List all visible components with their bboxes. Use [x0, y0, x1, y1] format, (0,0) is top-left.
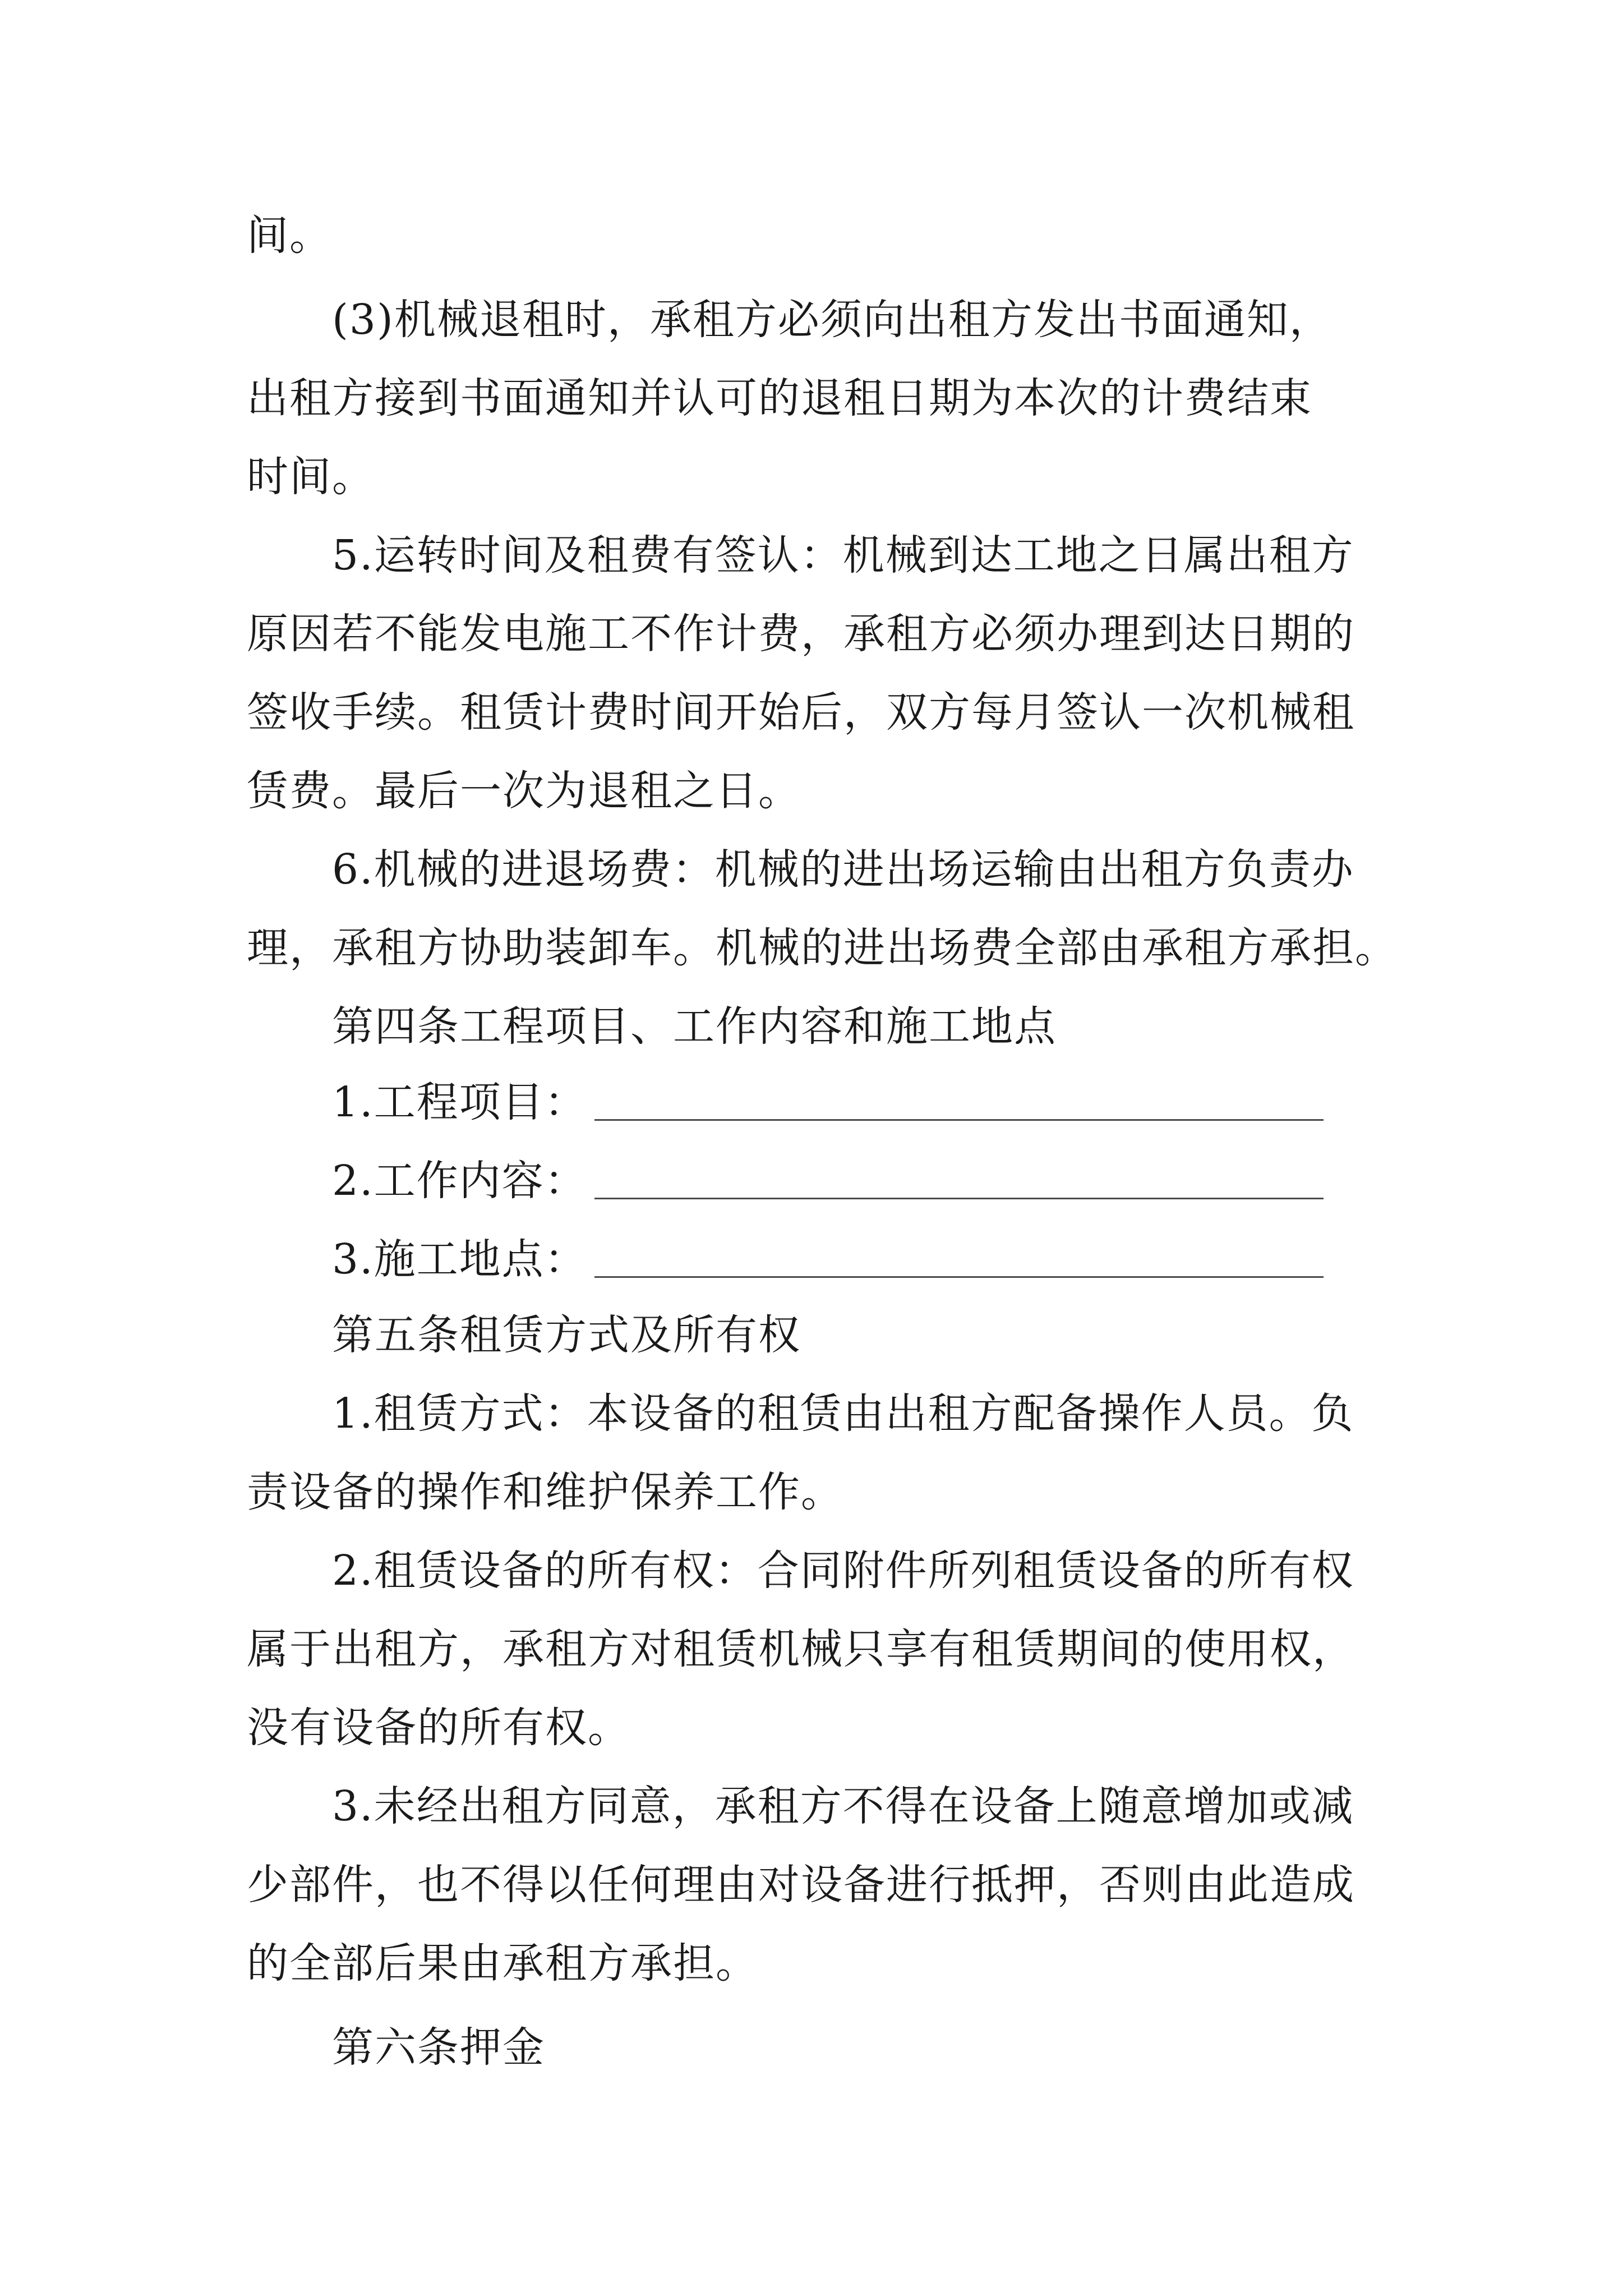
text-line: 间。	[247, 211, 332, 260]
text-line: 责设备的操作和维护保养工作。	[247, 1468, 843, 1516]
blank-fill-line-project	[594, 1119, 1324, 1121]
blank-fill-line-work-content	[594, 1198, 1324, 1199]
text-line: 原因若不能发电施工不作计费，承租方必须办理到达日期的	[247, 610, 1355, 658]
field-label-work-content: 2.工作内容：	[332, 1157, 587, 1205]
blank-fill-line-site	[594, 1276, 1324, 1278]
text-line: 5.运转时间及租费有签认：机械到达工地之日属出租方	[332, 531, 1354, 579]
section-heading: 第六条押金	[332, 2023, 545, 2072]
text-line: (3)机械退租时，承租方必须向出租方发出书面通知，	[332, 296, 1332, 344]
field-label-site: 3.施工地点：	[332, 1235, 587, 1283]
field-label-project: 1.工程项目：	[332, 1078, 587, 1126]
text-line: 理，承租方协助装卸车。机械的进出场费全部由承租方承担。	[247, 924, 1398, 972]
text-line: 2.租赁设备的所有权：合同附件所列租赁设备的所有权	[332, 1547, 1354, 1595]
text-line: 3.未经出租方同意，承租方不得在设备上随意增加或减	[332, 1782, 1354, 1830]
text-line: 1.租赁方式：本设备的租赁由出租方配备操作人员。负	[332, 1389, 1354, 1438]
text-line: 赁费。最后一次为退租之日。	[247, 767, 801, 815]
text-line: 的全部后果由承租方承担。	[247, 1939, 758, 1987]
text-line: 没有设备的所有权。	[247, 1704, 630, 1752]
text-line: 出租方接到书面通知并认可的退租日期为本次的计费结束	[247, 374, 1312, 422]
text-line: 少部件，也不得以任何理由对设备进行抵押，否则由此造成	[247, 1861, 1355, 1909]
section-heading: 第五条租赁方式及所有权	[332, 1311, 801, 1359]
section-heading: 第四条工程项目、工作内容和施工地点	[332, 1002, 1057, 1051]
text-line: 6.机械的进退场费：机械的进出场运输由出租方负责办	[332, 845, 1354, 894]
text-line: 签收手续。租赁计费时间开始后，双方每月签认一次机械租	[247, 688, 1355, 737]
text-line: 时间。	[247, 453, 375, 501]
text-line: 属于出租方，承租方对租赁机械只享有租赁期间的使用权，	[247, 1625, 1355, 1673]
